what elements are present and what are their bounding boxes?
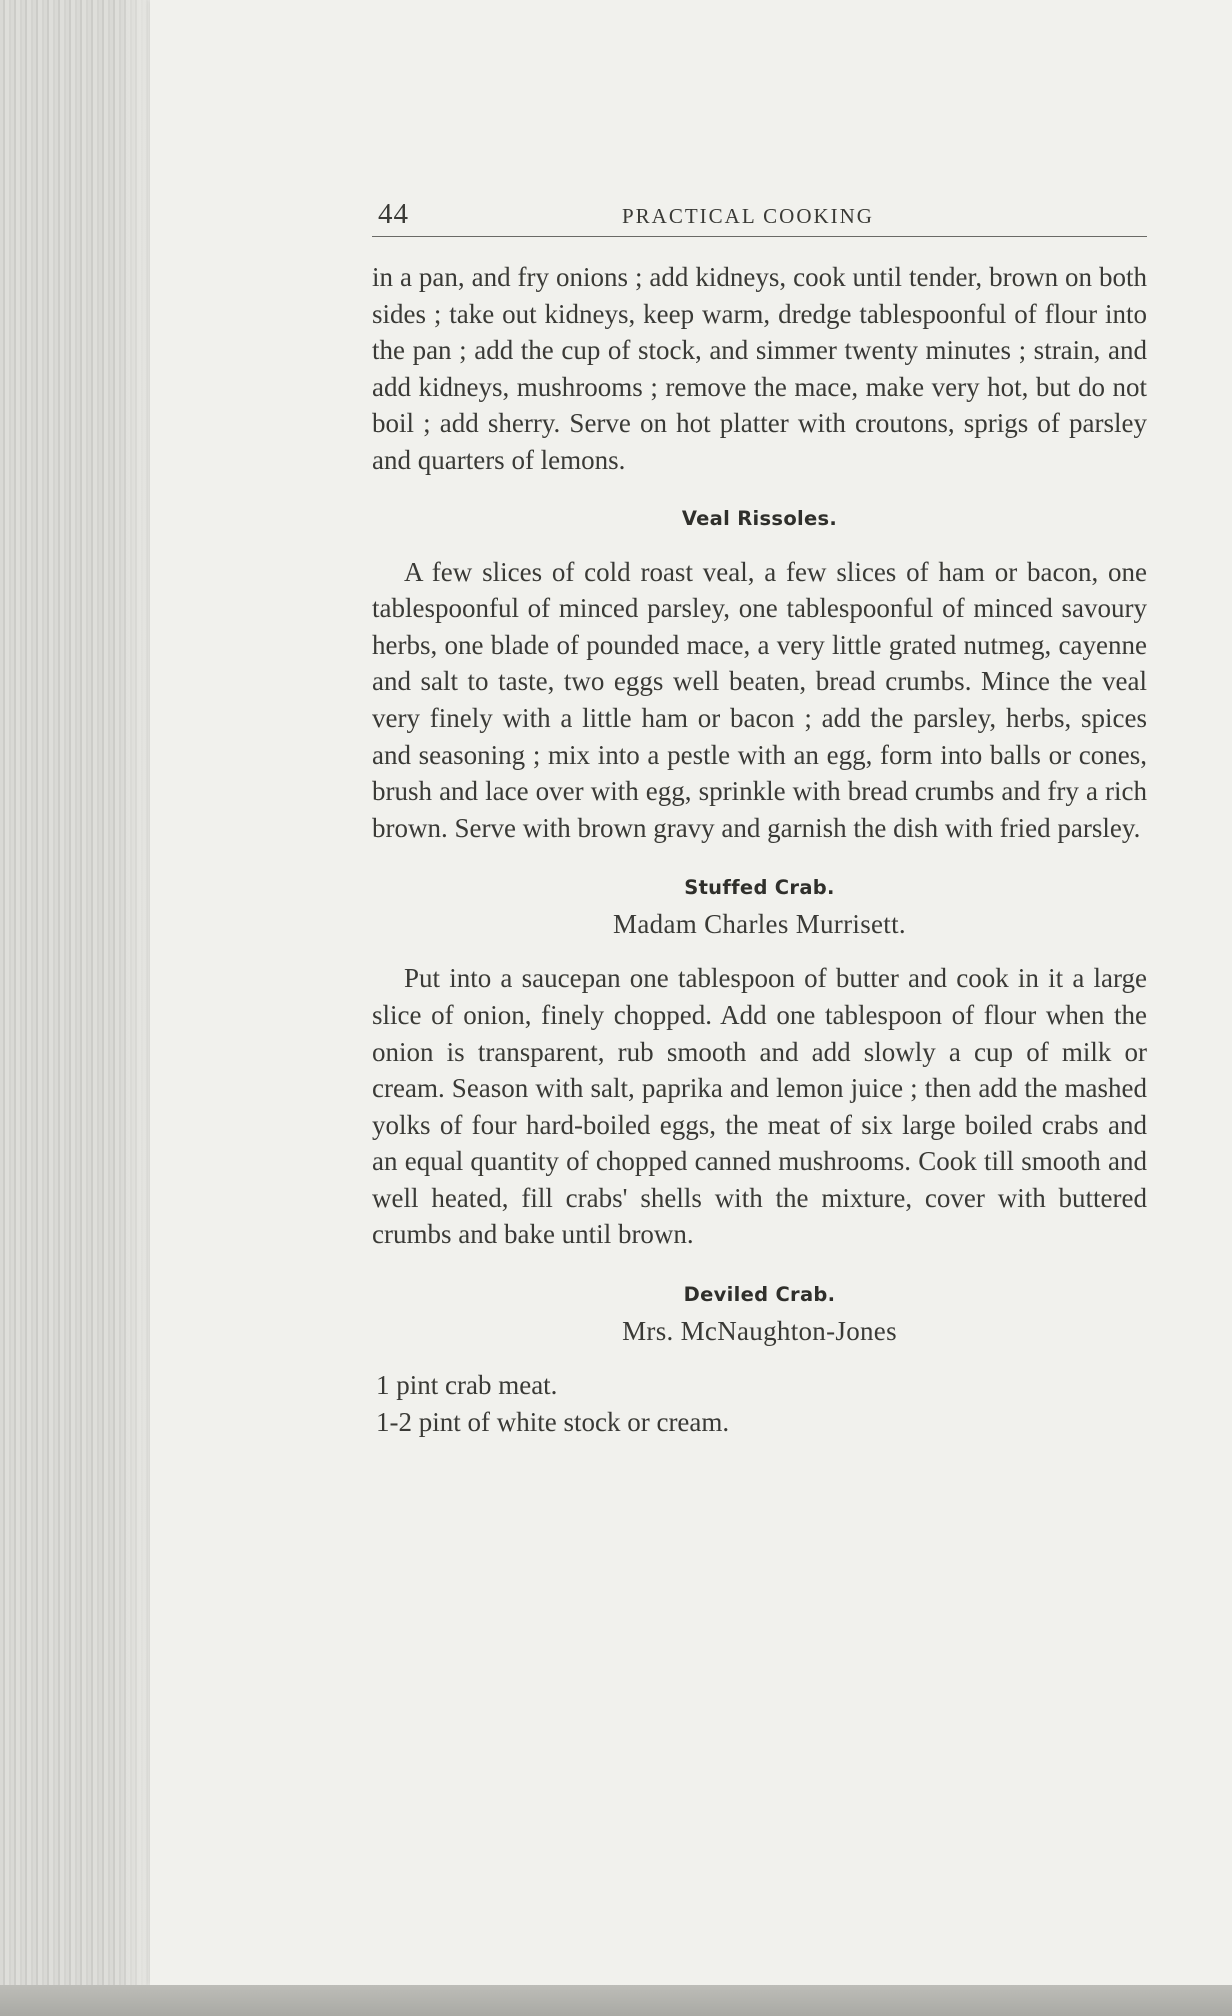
recipe-author-stuffed-crab: Madam Charles Murrisett. — [613, 909, 906, 940]
recipe-title-stuffed-crab: Stuffed Crab. — [684, 876, 835, 900]
running-title: PRACTICAL COOKING — [622, 204, 874, 228]
continued-paragraph: in a pan, and fry onions ; add kidneys, cook until tender, brown on both sides ; take out kidneys, keep warm, dredge tablespoonful of flour into the pan ; add the cup of stock, and simmer twenty minutes ; strain, and add kidneys, mushrooms ; remove the mace, make very hot, but do not boil ; add sherry. Serve on hot platter with croutons, sprigs of parsley and quarters of lemons. — [372, 262, 1147, 475]
recipe-title-veal-rissoles: Veal Rissoles. — [681, 506, 838, 530]
bottom-shadow — [0, 1985, 1232, 2016]
page-edges — [0, 0, 160, 2016]
recipe-text-veal-rissoles: A few slices of cold roast veal, a few slices of ham or bacon, one tablespoonful of minced parsley, one tablespoonful of minced savoury herbs, one blade of pounded mace, a very little grated nutmeg, cayenne and salt to taste, two eggs well beaten, bread crumbs. Mince the veal very finely with a little ham or bacon ; add the parsley, herbs, spices and seasoning ; mix into a pestle with an egg, form into balls or cones, brush and lace over with egg, sprinkle with bread crumbs and fry a rich brown. Serve with brown gravy and garnish the dish with fried parsley. — [372, 556, 1147, 843]
recipe-text-stuffed-crab: Put into a saucepan one tablespoon of butter and cook in it a large slice of onion, finely chopped. Add one tablespoon of flour when the onion is transparent, rub smooth and add slowly a cup of milk or cream. Season with salt, paprika and lemon juice ; then add the mashed yolks of four hard-boiled eggs, the meat of six large boiled crabs and an equal quantity of chopped canned mushrooms. Cook till smooth and well heated, fill crabs' shells with the mixture, cover with buttered crumbs and bake until brown. — [372, 963, 1147, 1250]
recipe-title-deviled-crab: Deviled Crab. — [683, 1283, 836, 1307]
ingredient-list — [372, 1367, 1147, 1440]
text-block — [372, 192, 1147, 1440]
recipe-author-deviled-crab: Mrs. McNaughton-Jones — [622, 1316, 897, 1347]
ingredient-item: 1-2 pint of white stock or cream. — [376, 1406, 730, 1437]
page-number: 44 — [378, 198, 409, 230]
running-head — [372, 192, 1147, 237]
ingredient-item: 1 pint crab meat. — [376, 1370, 558, 1401]
